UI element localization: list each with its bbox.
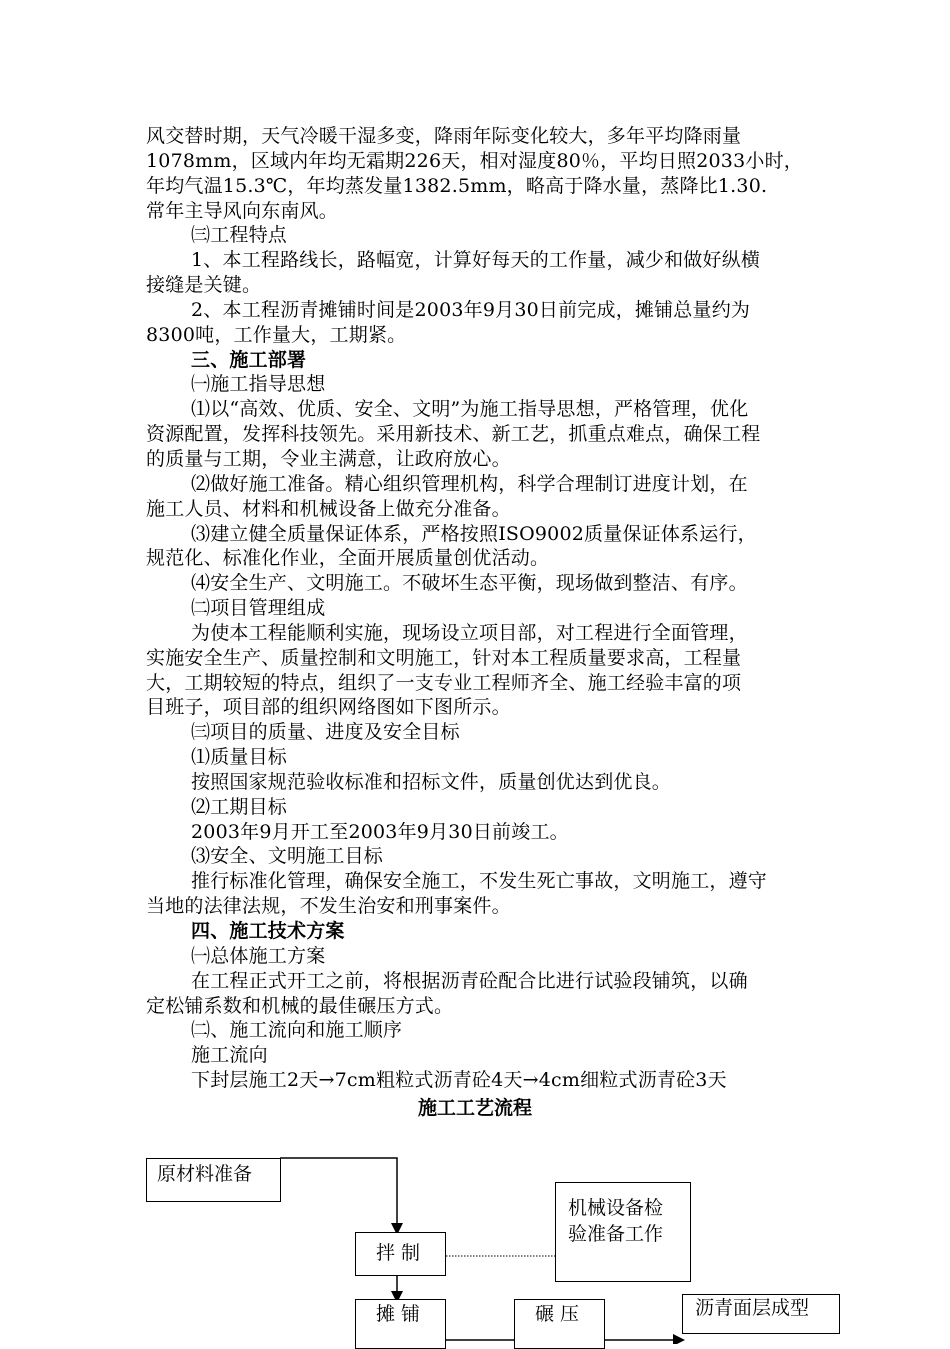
text-line: 下封层施工2天→7cm粗粒式沥青砼4天→4cm细粒式沥青砼3天 (191, 1069, 727, 1092)
text-line: 1078mm，区域内年均无霜期226天，相对湿度80％，平均日照2033小时， (146, 149, 803, 172)
text-line: 按照国家规范验收标准和招标文件，质量创优达到优良。 (191, 770, 672, 793)
text-line: ㈡、施工流向和施工顺序 (191, 1019, 403, 1042)
text-line: ⑵做好施工准备。精心组织管理机构，科学合理制订进度计划，在 (191, 472, 748, 495)
node-compaction-label: 碾 压 (535, 1303, 580, 1325)
text-line: 接缝是关键。 (146, 274, 262, 297)
section-heading: 三、施工部署 (191, 348, 307, 371)
text-line: ⑴质量目标 (191, 746, 288, 769)
text-line: 规范化、标准化作业，全面开展质量创优活动。 (146, 547, 550, 570)
text-line: 1、本工程路线长，路幅宽，计算好每天的工作量，减少和做好纵横 (191, 249, 761, 272)
text-line: 为使本工程能顺利实施，现场设立项目部，对工程进行全面管理， (191, 621, 748, 644)
text-line: ⑷安全生产、文明施工。不破坏生态平衡，现场做到整洁、有序。 (191, 572, 748, 595)
node-raw-materials-label: 原材料准备 (157, 1163, 253, 1185)
text-line: ⑴以“高效、优质、安全、文明”为施工指导思想，严格管理，优化 (191, 398, 749, 421)
section-heading: 四、施工技术方案 (191, 920, 345, 942)
text-line: ㈠总体施工方案 (191, 944, 326, 967)
text-line: 推行标准化管理，确保安全施工，不发生死亡事故，文明施工，遵守 (191, 870, 768, 893)
text-line: 在工程正式开工之前，将根据沥青砼配合比进行试验段铺筑，以确 (191, 969, 748, 992)
node-equipment-check-line2: 验准备工作 (568, 1223, 664, 1245)
text-line: 8300吨，工作量大，工期紧。 (146, 323, 407, 346)
node-asphalt-final-label: 沥青面层成型 (695, 1297, 810, 1319)
text-line: 年均气温15.3℃，年均蒸发量1382.5mm，略高于降水量，蒸降比1.30. (146, 174, 768, 197)
flowchart-title: 施工工艺流程 (417, 1097, 532, 1119)
text-line: 2、本工程沥青摊铺时间是2003年9月30日前完成，摊铺总量约为 (191, 298, 751, 321)
node-compaction (514, 1299, 605, 1349)
node-paving-label: 摊 铺 (376, 1303, 421, 1325)
text-line: 2003年9月开工至2003年9月30日前竣工。 (191, 820, 569, 843)
node-paving (355, 1299, 446, 1349)
text-line: 资源配置，发挥科技领先。采用新技术、新工艺，抓重点难点，确保工程 (146, 423, 761, 446)
text-line: 风交替时期，天气冷暖干湿多变，降雨年际变化较大，多年平均降雨量 (146, 125, 742, 147)
node-raw-materials (146, 1158, 281, 1202)
text-line: ⑶安全、文明施工目标 (191, 845, 384, 868)
text-line: ㈠施工指导思想 (191, 373, 326, 396)
text-line: 大，工期较短的特点，组织了一支专业工程师齐全、施工经验丰富的项 (146, 671, 742, 694)
node-mixing (355, 1232, 446, 1276)
text-line: 施工人员、材料和机械设备上做充分准备。 (146, 497, 511, 520)
text-line: 实施安全生产、质量控制和文明施工，针对本工程质量要求高，工程量 (146, 646, 742, 669)
text-line: ㈡项目管理组成 (191, 597, 326, 620)
text-line: ⑶建立健全质量保证体系，严格按照ISO9002质量保证体系运行， (191, 522, 757, 545)
text-line: 目班子，项目部的组织网络图如下图所示。 (146, 696, 511, 719)
node-mixing-label: 拌 制 (376, 1242, 421, 1264)
text-line: 的质量与工期，令业主满意，让政府放心。 (146, 447, 511, 470)
node-equipment-check-line1: 机械设备检 (568, 1197, 664, 1219)
text-line: ⑵工期目标 (191, 795, 288, 818)
text-line: 定松铺系数和机械的最佳碾压方式。 (146, 994, 454, 1017)
node-equipment-check (555, 1182, 691, 1282)
node-asphalt-final (682, 1294, 840, 1334)
text-line: ㈢工程特点 (191, 224, 288, 247)
text-line: 常年主导风向东南风。 (146, 199, 339, 222)
text-line: ㈢项目的质量、进度及安全目标 (191, 721, 460, 744)
connector-raw-to-mix (280, 1158, 397, 1232)
text-line: 当地的法律法规，不发生治安和刑事案件。 (146, 895, 511, 918)
text-line: 施工流向 (191, 1044, 268, 1067)
